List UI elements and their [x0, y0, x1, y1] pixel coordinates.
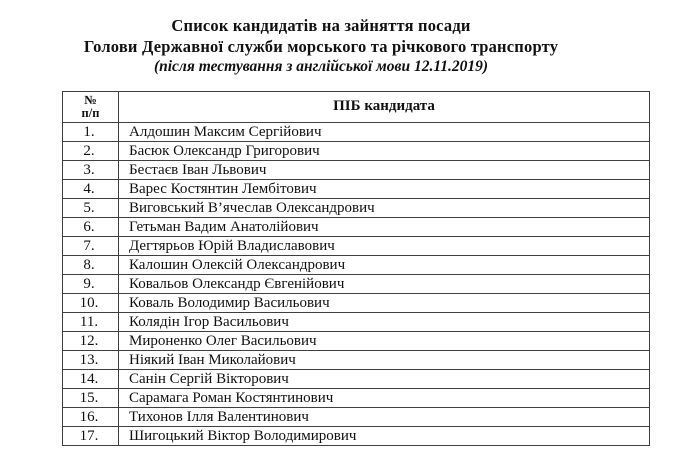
table-row	[63, 198, 650, 217]
row-number: 13.	[63, 350, 119, 369]
table-row	[63, 312, 650, 331]
document-title-block	[0, 0, 642, 78]
candidate-name: Дегтярьов Юрій Владиславович	[119, 236, 650, 255]
document-subtitle: (після тестування з англійської мови 12.11.2019)	[153, 58, 489, 75]
row-number: 9.	[63, 274, 119, 293]
candidate-name: Колядін Ігор Васильович	[119, 312, 650, 331]
row-number: 3.	[63, 160, 119, 179]
candidate-name: Коваль Володимир Васильович	[119, 293, 650, 312]
candidate-name: Сарамага Роман Костянтинович	[119, 388, 650, 407]
row-number: 5.	[63, 198, 119, 217]
candidate-name: Ковальов Олександр Євгенійович	[119, 274, 650, 293]
number-header-line2: п/п	[81, 105, 100, 120]
candidate-name: Тихонов Ілля Валентинович	[119, 407, 650, 426]
row-number: 16.	[63, 407, 119, 426]
candidate-name: Алдошин Максим Сергійович	[119, 122, 650, 141]
table-row	[63, 255, 650, 274]
table-row	[63, 331, 650, 350]
number-header-line1: №	[84, 92, 97, 107]
row-number: 14.	[63, 369, 119, 388]
candidate-name: Ніякий Іван Миколайович	[119, 350, 650, 369]
row-number: 4.	[63, 179, 119, 198]
row-number: 2.	[63, 141, 119, 160]
table-row	[63, 274, 650, 293]
candidate-name: Шигоцький Віктор Володимирович	[119, 426, 650, 445]
table-header	[63, 91, 650, 122]
table-row	[63, 160, 650, 179]
table-row	[63, 407, 650, 426]
table-header-row	[63, 91, 650, 122]
table-row	[63, 217, 650, 236]
row-number: 12.	[63, 331, 119, 350]
candidate-name: Мироненко Олег Васильович	[119, 331, 650, 350]
row-number: 17.	[63, 426, 119, 445]
candidate-name: Калошин Олексій Олександрович	[119, 255, 650, 274]
row-number: 1.	[63, 122, 119, 141]
table-row	[63, 350, 650, 369]
table-row	[63, 141, 650, 160]
table-row	[63, 426, 650, 445]
table-row	[63, 293, 650, 312]
row-number: 8.	[63, 255, 119, 274]
candidate-name: Санін Сергій Вікторович	[119, 369, 650, 388]
row-number: 15.	[63, 388, 119, 407]
candidate-name: Виговський В’ячеслав Олександрович	[119, 198, 650, 217]
candidate-name: Бестаєв Іван Львович	[119, 160, 650, 179]
table-row	[63, 369, 650, 388]
row-number: 11.	[63, 312, 119, 331]
table-body	[63, 122, 650, 445]
table-row	[63, 236, 650, 255]
candidates-table	[62, 91, 650, 446]
number-column-header	[63, 91, 119, 122]
table-row	[63, 388, 650, 407]
document-title-line1: Список кандидатів на зайняття посади	[171, 16, 471, 35]
name-column-header: ПІБ кандидата	[119, 91, 650, 122]
candidate-name: Варес Костянтин Лембітович	[119, 179, 650, 198]
row-number: 6.	[63, 217, 119, 236]
document-title-line2: Голови Державної служби морського та річкового транспорту	[83, 36, 559, 56]
candidate-name: Гетьман Вадим Анатолійович	[119, 217, 650, 236]
row-number: 7.	[63, 236, 119, 255]
table-row	[63, 122, 650, 141]
candidate-name: Басюк Олександр Григорович	[119, 141, 650, 160]
table-row	[63, 179, 650, 198]
row-number: 10.	[63, 293, 119, 312]
